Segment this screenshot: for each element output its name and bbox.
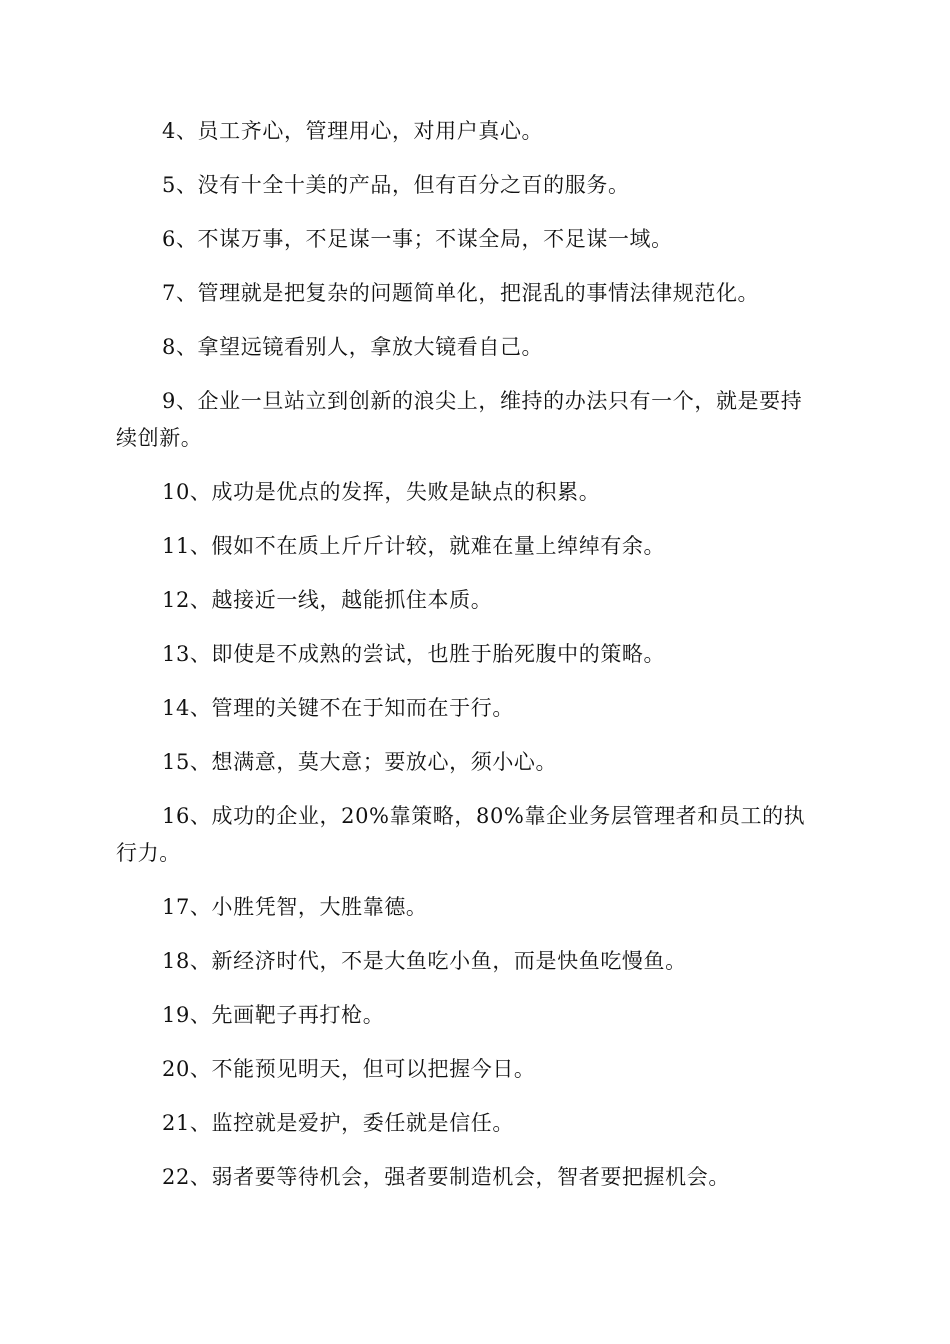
list-item: 13、即使是不成熟的尝试，也胜于胎死腹中的策略。 xyxy=(162,642,666,666)
list-item: 9、企业一旦站立到创新的浪尖上，维持的办法只有一个，就是要持续创新。 xyxy=(116,389,803,450)
list-item: 5、没有十全十美的产品，但有百分之百的服务。 xyxy=(162,173,630,197)
list-item: 22、弱者要等待机会，强者要制造机会，智者要把握机会。 xyxy=(162,1165,730,1189)
list-item: 16、成功的企业，20%靠策略，80%靠企业务层管理者和员工的执行力。 xyxy=(116,804,806,865)
list-item: 7、管理就是把复杂的问题简单化，把混乱的事情法律规范化。 xyxy=(162,281,760,305)
list-item: 18、新经济时代，不是大鱼吃小鱼，而是快鱼吃慢鱼。 xyxy=(162,949,687,973)
list-item: 6、不谋万事，不足谋一事；不谋全局，不足谋一域。 xyxy=(162,227,673,251)
list-item: 10、成功是优点的发挥，失败是缺点的积累。 xyxy=(162,480,601,504)
list-item: 14、管理的关键不在于知而在于行。 xyxy=(162,696,514,720)
list-item: 11、假如不在质上斤斤计较，就难在量上绰绰有余。 xyxy=(162,534,666,558)
list-item: 17、小胜凭智，大胜靠德。 xyxy=(162,895,428,919)
list-item: 15、想满意，莫大意；要放心，须小心。 xyxy=(162,750,558,774)
document-body xyxy=(116,113,816,1213)
list-item: 20、不能预见明天，但可以把握今日。 xyxy=(162,1057,536,1081)
list-item: 12、越接近一线，越能抓住本质。 xyxy=(162,588,493,612)
list-item: 4、员工齐心，管理用心，对用户真心。 xyxy=(162,119,544,143)
list-item: 21、监控就是爱护，委任就是信任。 xyxy=(162,1111,514,1135)
list-item: 8、拿望远镜看别人，拿放大镜看自己。 xyxy=(162,335,544,359)
list-item: 19、先画靶子再打枪。 xyxy=(162,1003,385,1027)
